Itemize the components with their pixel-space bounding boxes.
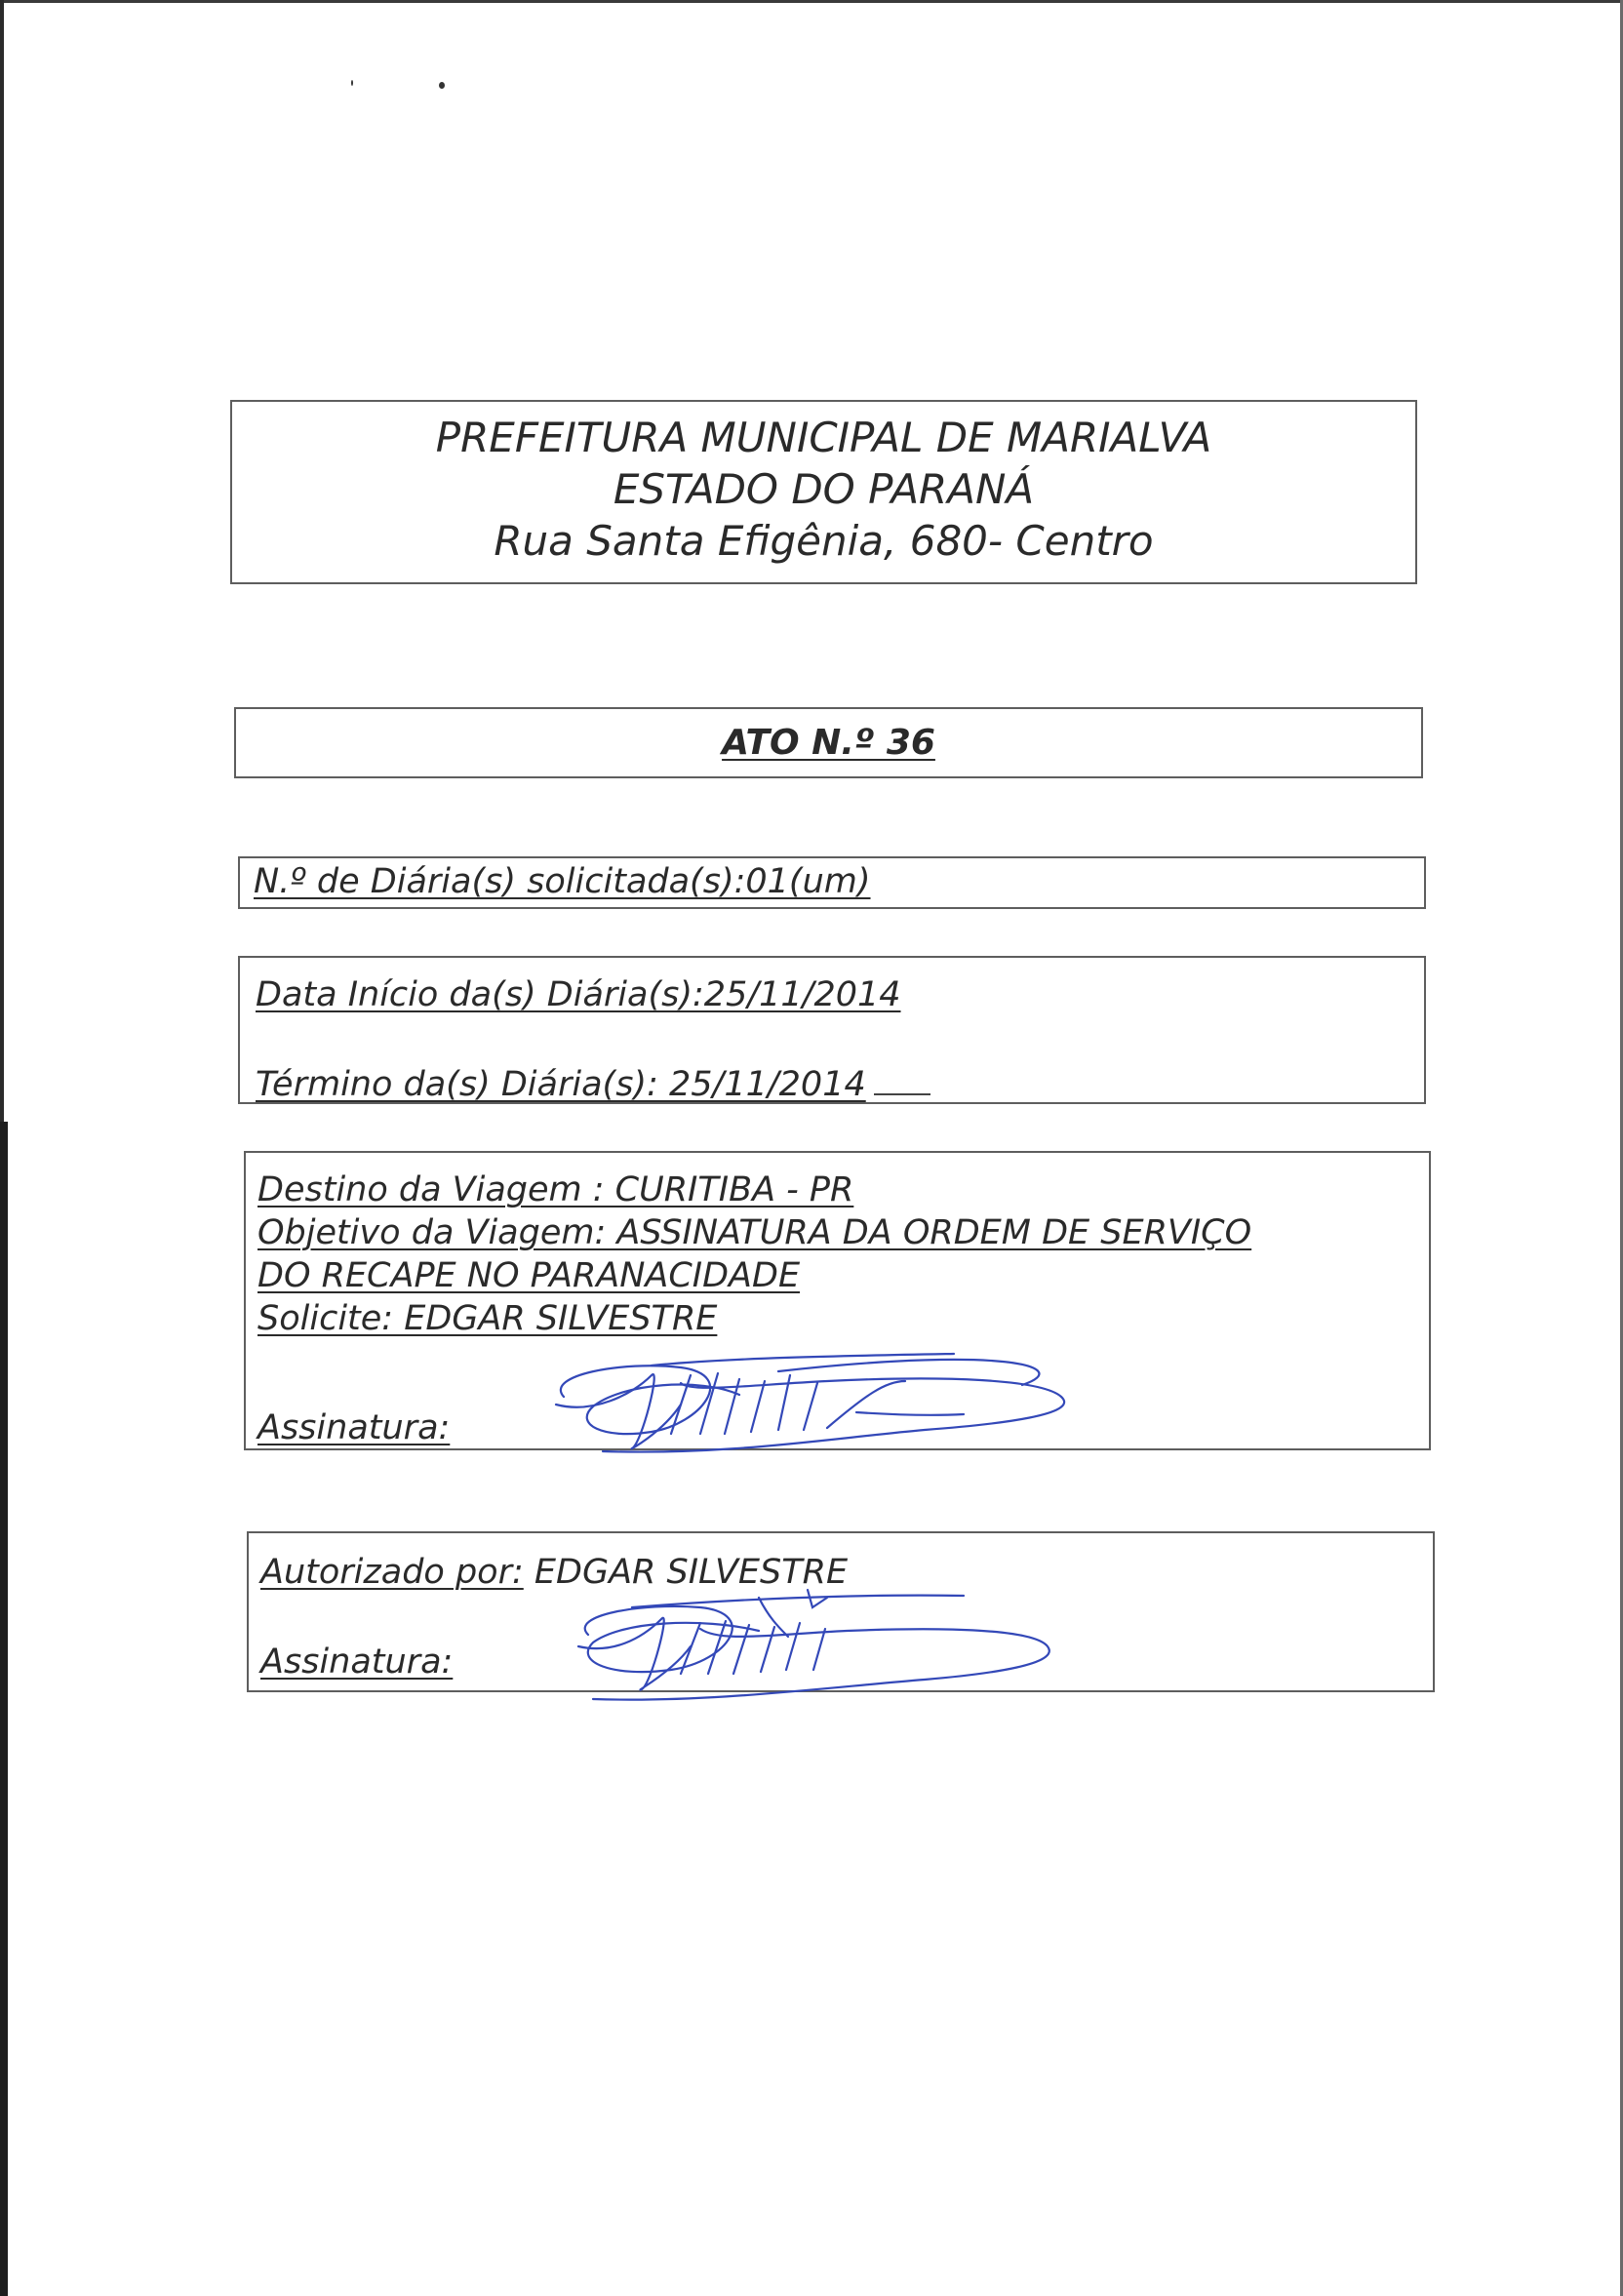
end-date-row <box>256 1065 930 1104</box>
signature-2 <box>534 1568 1081 1705</box>
trip-signature-label: Assinatura: <box>257 1408 451 1447</box>
scan-edge-left-shadow <box>0 1122 8 2296</box>
authorized-by-label: Autorizado por: <box>260 1553 524 1592</box>
end-date-underline <box>874 1092 930 1095</box>
diarias-box <box>238 856 1426 909</box>
diarias-requested: N.º de Diária(s) solicitada(s):01(um) <box>254 862 871 901</box>
dates-box <box>238 956 1426 1104</box>
signature-1 <box>534 1336 1100 1463</box>
trip-destination: Destino da Viagem : CURITIBA - PR <box>257 1170 854 1209</box>
header-municipality: PREFEITURA MUNICIPAL DE MARIALVA <box>435 414 1212 461</box>
header-box <box>230 400 1417 584</box>
start-date: Data Início da(s) Diária(s):25/11/2014 <box>256 975 901 1014</box>
scan-speck <box>439 82 445 89</box>
header-address: Rua Santa Efigênia, 680- Centro <box>494 517 1154 565</box>
authorized-by-name: EDGAR SILVESTRE <box>534 1553 849 1592</box>
trip-objective-continued: DO RECAPE NO PARANACIDADE <box>257 1256 801 1295</box>
scan-edge-top <box>0 0 1623 3</box>
scan-speck <box>351 80 353 86</box>
authorization-signature-label: Assinatura: <box>260 1643 454 1682</box>
ato-box <box>234 707 1423 778</box>
ato-title: ATO N.º 36 <box>722 723 935 763</box>
trip-objective: Objetivo da Viagem: ASSINATURA DA ORDEM DE SERVIÇO <box>257 1213 1252 1252</box>
trip-requester: Solicite: EDGAR SILVESTRE <box>257 1299 718 1338</box>
end-date: Término da(s) Diária(s): 25/11/2014 <box>256 1065 866 1104</box>
header-state: ESTADO DO PARANÁ <box>613 465 1035 513</box>
